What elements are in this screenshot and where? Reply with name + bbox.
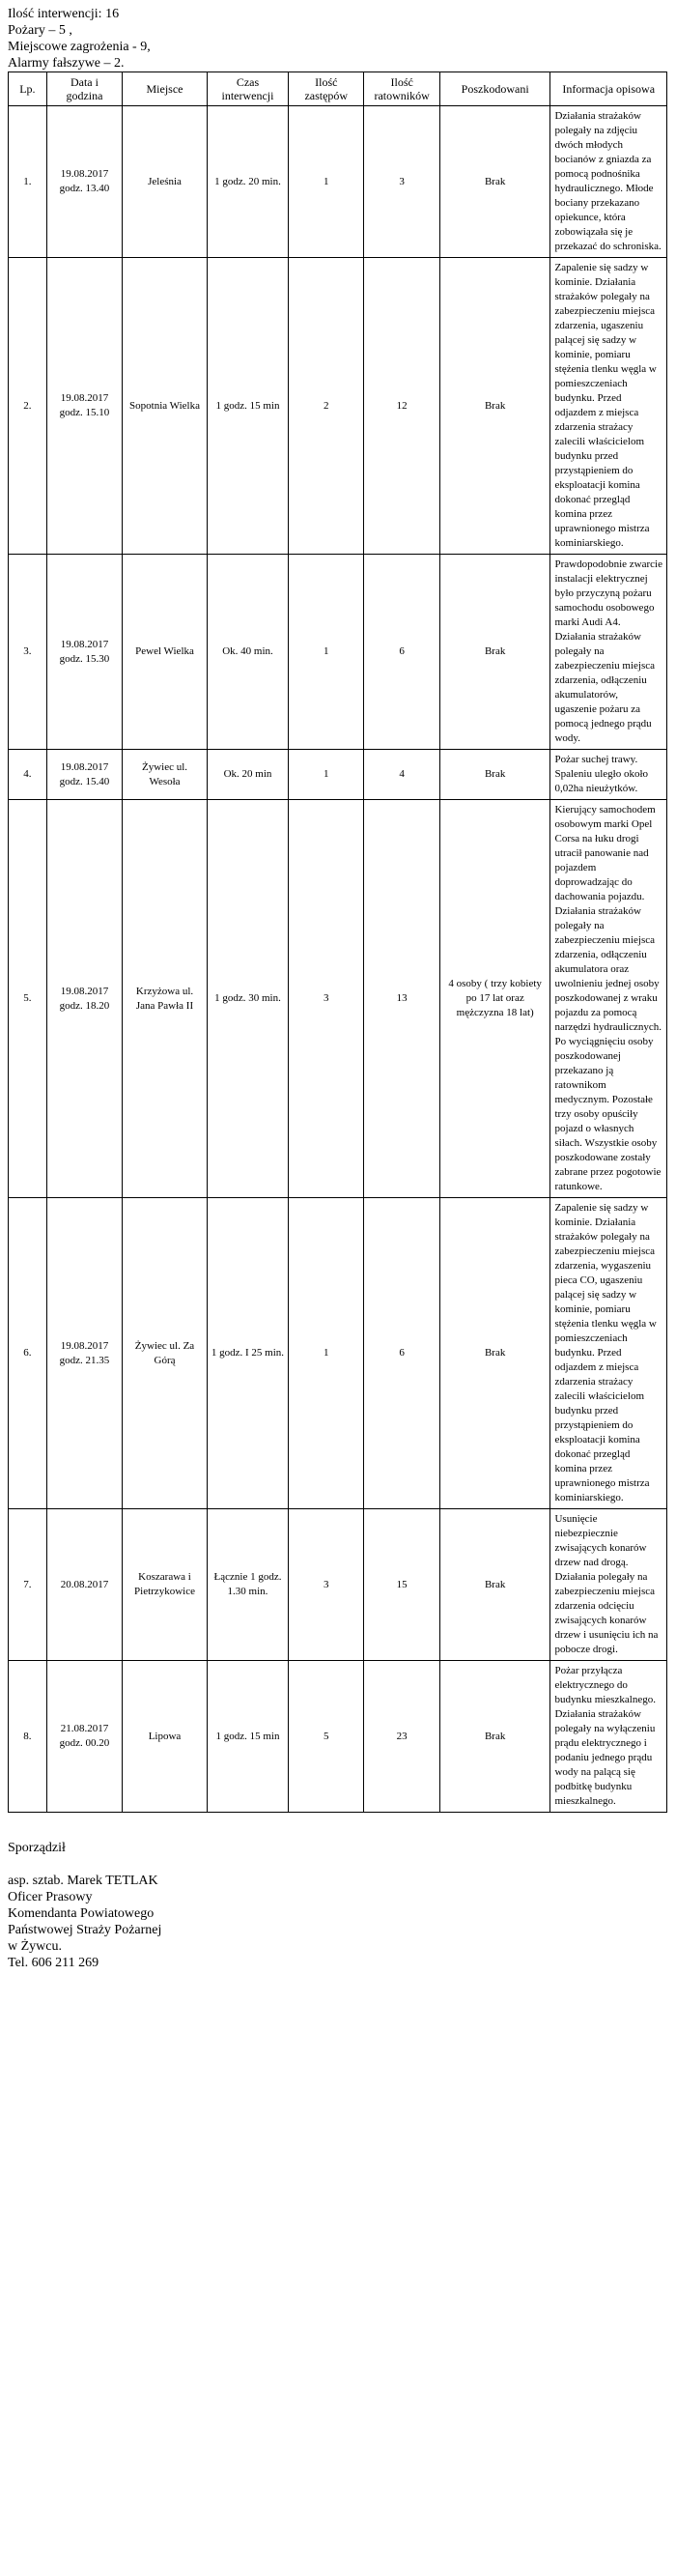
header-lp: Lp. (9, 72, 47, 106)
cell-place: Jeleśnia (123, 106, 208, 258)
cell-lp: 5. (9, 800, 47, 1198)
cell-info: Pożar suchej trawy. Spaleniu uległo około 0,02ha nieużytków. (550, 750, 667, 800)
table-row (9, 1509, 667, 1661)
summary-total: Ilość interwencji: 16 (8, 7, 120, 21)
cell-date: 19.08.2017 godz. 15.10 (46, 258, 122, 555)
cell-date: 21.08.2017 godz. 00.20 (46, 1661, 122, 1813)
cell-date: 20.08.2017 (46, 1509, 122, 1661)
header-injured: Poszkodowani (439, 72, 550, 106)
cell-lp: 2. (9, 258, 47, 555)
summary-fires: Pożary – 5 , (8, 23, 72, 38)
cell-date: 19.08.2017 godz. 18.20 (46, 800, 122, 1198)
cell-rescuers: 23 (364, 1661, 439, 1813)
table-row (9, 750, 667, 800)
cell-units: 1 (289, 106, 364, 258)
cell-duration: Ok. 20 min (207, 750, 288, 800)
cell-place: Pewel Wielka (123, 555, 208, 750)
cell-rescuers: 6 (364, 1198, 439, 1509)
cell-injured: Brak (439, 106, 550, 258)
author-city: w Żywcu. (8, 1939, 62, 1954)
prepared-by-label: Sporządził (8, 1841, 66, 1855)
cell-units: 1 (289, 750, 364, 800)
cell-duration: 1 godz. I 25 min. (207, 1198, 288, 1509)
author-name: asp. sztab. Marek TETLAK (8, 1874, 158, 1888)
table-row (9, 1198, 667, 1509)
cell-units: 1 (289, 555, 364, 750)
cell-lp: 6. (9, 1198, 47, 1509)
cell-place: Koszarawa i Pietrzykowice (123, 1509, 208, 1661)
cell-injured: Brak (439, 750, 550, 800)
author-role: Państwowej Straży Pożarnej (8, 1923, 162, 1937)
cell-rescuers: 12 (364, 258, 439, 555)
cell-date: 19.08.2017 godz. 21.35 (46, 1198, 122, 1509)
cell-units: 1 (289, 1198, 364, 1509)
header-date: Data i godzina (46, 72, 122, 106)
cell-rescuers: 15 (364, 1509, 439, 1661)
summary-local-hazards: Miejscowe zagrożenia - 9, (8, 40, 151, 54)
cell-info: Usunięcie niebezpiecznie zwisających konarów drzew nad drogą. Działania polegały na zabezpieczeniu miejsca zdarzenia odcięciu zwisających konarów drzew i usunięciu ich na pobocze drogi. (550, 1509, 667, 1661)
header-info: Informacja opisowa (550, 72, 667, 106)
cell-injured: Brak (439, 555, 550, 750)
cell-duration: 1 godz. 30 min. (207, 800, 288, 1198)
cell-units: 2 (289, 258, 364, 555)
cell-injured: Brak (439, 258, 550, 555)
signature-block (8, 1840, 668, 1971)
cell-duration: 1 godz. 15 min (207, 1661, 288, 1813)
cell-rescuers: 3 (364, 106, 439, 258)
cell-units: 3 (289, 1509, 364, 1661)
cell-info: Kierujący samochodem osobowym marki Opel Corsa na łuku drogi utracił panowanie nad pojazdem doprowadzając do dachowania pojazdu. Działania strażaków polegały na zabezpieczeniu miejsca zdarzenia, odłączeniu akumulatora oraz uwolnieniu jednej osoby poszkodowanej z wraku pojazdu za pomocą narzędzi hydraulicznych. Po wyciągnięciu osoby poszkodowanej przekazano ją ratownikom medycznym. Pozostałe trzy osoby opuściły pojazd o własnych siłach. Wszystkie osoby poszkodowane zostały zabrane przez pogotowie ratunkowe. (550, 800, 667, 1198)
cell-date: 19.08.2017 godz. 15.40 (46, 750, 122, 800)
header-units: Ilość zastępów (289, 72, 364, 106)
cell-duration: 1 godz. 15 min (207, 258, 288, 555)
cell-injured: Brak (439, 1661, 550, 1813)
cell-lp: 8. (9, 1661, 47, 1813)
interventions-table (8, 72, 667, 1813)
cell-place: Krzyżowa ul. Jana Pawła II (123, 800, 208, 1198)
cell-units: 5 (289, 1661, 364, 1813)
cell-lp: 1. (9, 106, 47, 258)
cell-info: Pożar przyłącza elektrycznego do budynku mieszkalnego. Działania strażaków polegały na wyłączeniu prądu elektrycznego i podaniu jednego prądu wody na palącą się podbitkę budynku mieszkalnego. (550, 1661, 667, 1813)
author-phone: Tel. 606 211 269 (8, 1956, 99, 1970)
cell-place: Żywiec ul. Za Górą (123, 1198, 208, 1509)
cell-injured: Brak (439, 1509, 550, 1661)
table-row (9, 1661, 667, 1813)
cell-date: 19.08.2017 godz. 13.40 (46, 106, 122, 258)
cell-injured: Brak (439, 1198, 550, 1509)
table-row (9, 258, 667, 555)
header-duration: Czas interwencji (207, 72, 288, 106)
cell-lp: 7. (9, 1509, 47, 1661)
cell-date: 19.08.2017 godz. 15.30 (46, 555, 122, 750)
header-rescuers: Ilość ratowników (364, 72, 439, 106)
cell-lp: 3. (9, 555, 47, 750)
summary-false-alarms: Alarmy fałszywe – 2. (8, 56, 125, 71)
cell-rescuers: 6 (364, 555, 439, 750)
cell-place: Lipowa (123, 1661, 208, 1813)
author-role: Oficer Prasowy (8, 1890, 93, 1904)
table-row (9, 106, 667, 258)
cell-info: Prawdopodobnie zwarcie instalacji elektrycznej było przyczyną pożaru samochodu osobowego marki Audi A4. Działania strażaków polegały na zabezpieczeniu miejsca zdarzenia, odłączeniu akumulatorów, ugaszenie pożaru za pomocą jednego prądu wody. (550, 555, 667, 750)
author-role: Komendanta Powiatowego (8, 1906, 155, 1921)
cell-info: Zapalenie się sadzy w kominie. Działania strażaków polegały na zabezpieczeniu miejsca zdarzenia, wygaszeniu pieca CO, ugaszeniu palącej się sadzy w kominie, pomiaru stężenia tlenku węgla w pomieszczeniach budynku. Przed odjazdem z miejsca zdarzenia strażacy zalecili właścicielom budynku przed przystąpieniem do eksploatacji komina dokonać przegląd komina przez uprawnionego mistrza kominiarskiego. (550, 1198, 667, 1509)
cell-units: 3 (289, 800, 364, 1198)
table-row (9, 800, 667, 1198)
cell-place: Żywiec ul. Wesoła (123, 750, 208, 800)
cell-duration: 1 godz. 20 min. (207, 106, 288, 258)
cell-injured: 4 osoby ( trzy kobiety po 17 lat oraz mężczyzna 18 lat) (439, 800, 550, 1198)
header-place: Miejsce (123, 72, 208, 106)
cell-duration: Ok. 40 min. (207, 555, 288, 750)
cell-info: Działania strażaków polegały na zdjęciu dwóch młodych bocianów z gniazda za pomocą podnośnika hydraulicznego. Młode bociany przekazano opiekunce, która zobowiązała się je przekazać do schroniska. (550, 106, 667, 258)
cell-duration: Łącznie 1 godz. 1.30 min. (207, 1509, 288, 1661)
table-row (9, 555, 667, 750)
cell-lp: 4. (9, 750, 47, 800)
intervention-summary (8, 6, 668, 72)
cell-info: Zapalenie się sadzy w kominie. Działania strażaków polegały na zabezpieczeniu miejsca zdarzenia, ugaszeniu palącej się sadzy w kominie, pomiaru stężenia tlenku węgla w pomieszczeniach budynku. Przed odjazdem z miejsca zdarzenia strażacy zalecili właścicielom budynku przed przystąpieniem do eksploatacji komina dokonać przegląd komina przez uprawnionego mistrza kominiarskiego. (550, 258, 667, 555)
cell-rescuers: 4 (364, 750, 439, 800)
cell-rescuers: 13 (364, 800, 439, 1198)
cell-place: Sopotnia Wielka (123, 258, 208, 555)
table-header-row (9, 72, 667, 106)
